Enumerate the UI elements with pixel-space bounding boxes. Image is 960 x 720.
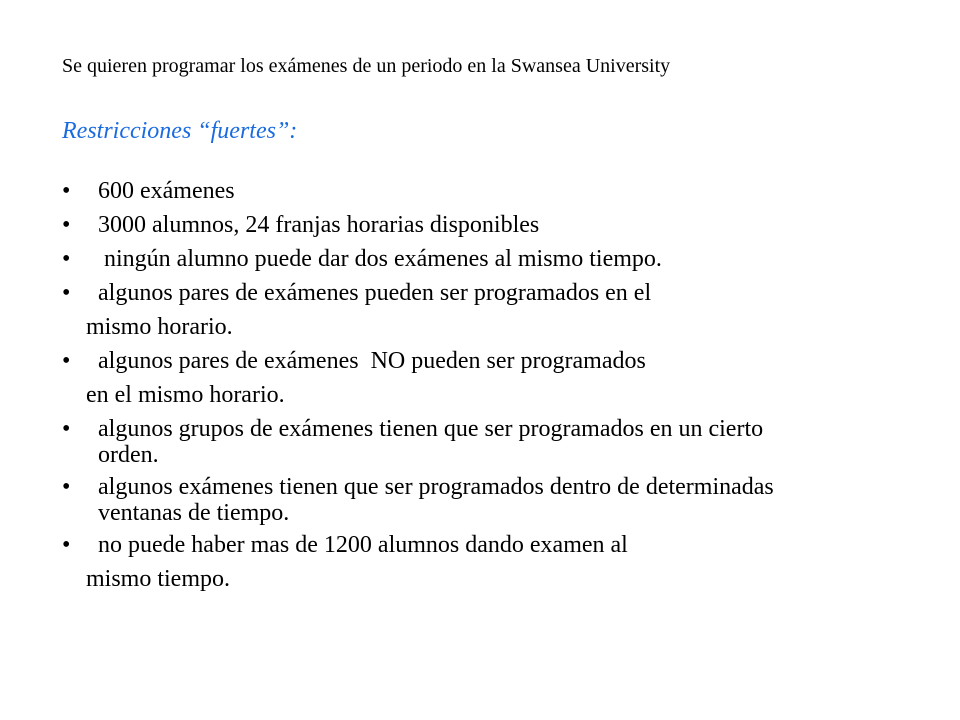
bullet-dot: • [62, 178, 71, 204]
bullet-item [62, 347, 922, 409]
bullet-text: algunos pares de exámenes NO pueden ser programados [98, 348, 646, 374]
bullet-item [62, 415, 922, 467]
bullet-dot: • [62, 212, 71, 238]
slide-heading: Restricciones “fuertes”: [62, 118, 298, 144]
bullet-item [62, 473, 922, 525]
bullet-dot: • [62, 280, 71, 306]
bullet-continuation: ventanas de tiempo. [98, 500, 290, 526]
bullet-text: no puede haber mas de 1200 alumnos dando examen al [98, 532, 628, 558]
bullet-text: 3000 alumnos, 24 franjas horarias disponibles [98, 212, 540, 238]
bullet-dot: • [62, 348, 71, 374]
bullet-text: 600 exámenes [98, 178, 235, 204]
bullet-dot: • [62, 474, 71, 500]
bullet-continuation: mismo tiempo. [86, 566, 230, 592]
bullet-continuation: mismo horario. [86, 314, 233, 340]
bullet-dot: • [62, 416, 71, 442]
bullet-list [62, 177, 922, 593]
bullet-item [62, 177, 922, 205]
bullet-dot: • [62, 532, 71, 558]
bullet-text: ningún alumno puede dar dos exámenes al mismo tiempo. [98, 246, 662, 272]
bullet-text: algunos pares de exámenes pueden ser programados en el [98, 280, 652, 306]
bullet-item [62, 245, 922, 273]
bullet-item [62, 531, 922, 593]
bullet-dot: • [62, 246, 71, 272]
bullet-continuation: orden. [98, 442, 159, 468]
bullet-text: algunos exámenes tienen que ser programados dentro de determinadas [98, 474, 774, 500]
bullet-continuation: en el mismo horario. [86, 382, 285, 408]
bullet-text: algunos grupos de exámenes tienen que ser programados en un cierto [98, 416, 764, 442]
bullet-item [62, 211, 922, 239]
bullet-item [62, 279, 922, 341]
slide-subtitle: Se quieren programar los exámenes de un periodo en la Swansea University [62, 55, 671, 77]
